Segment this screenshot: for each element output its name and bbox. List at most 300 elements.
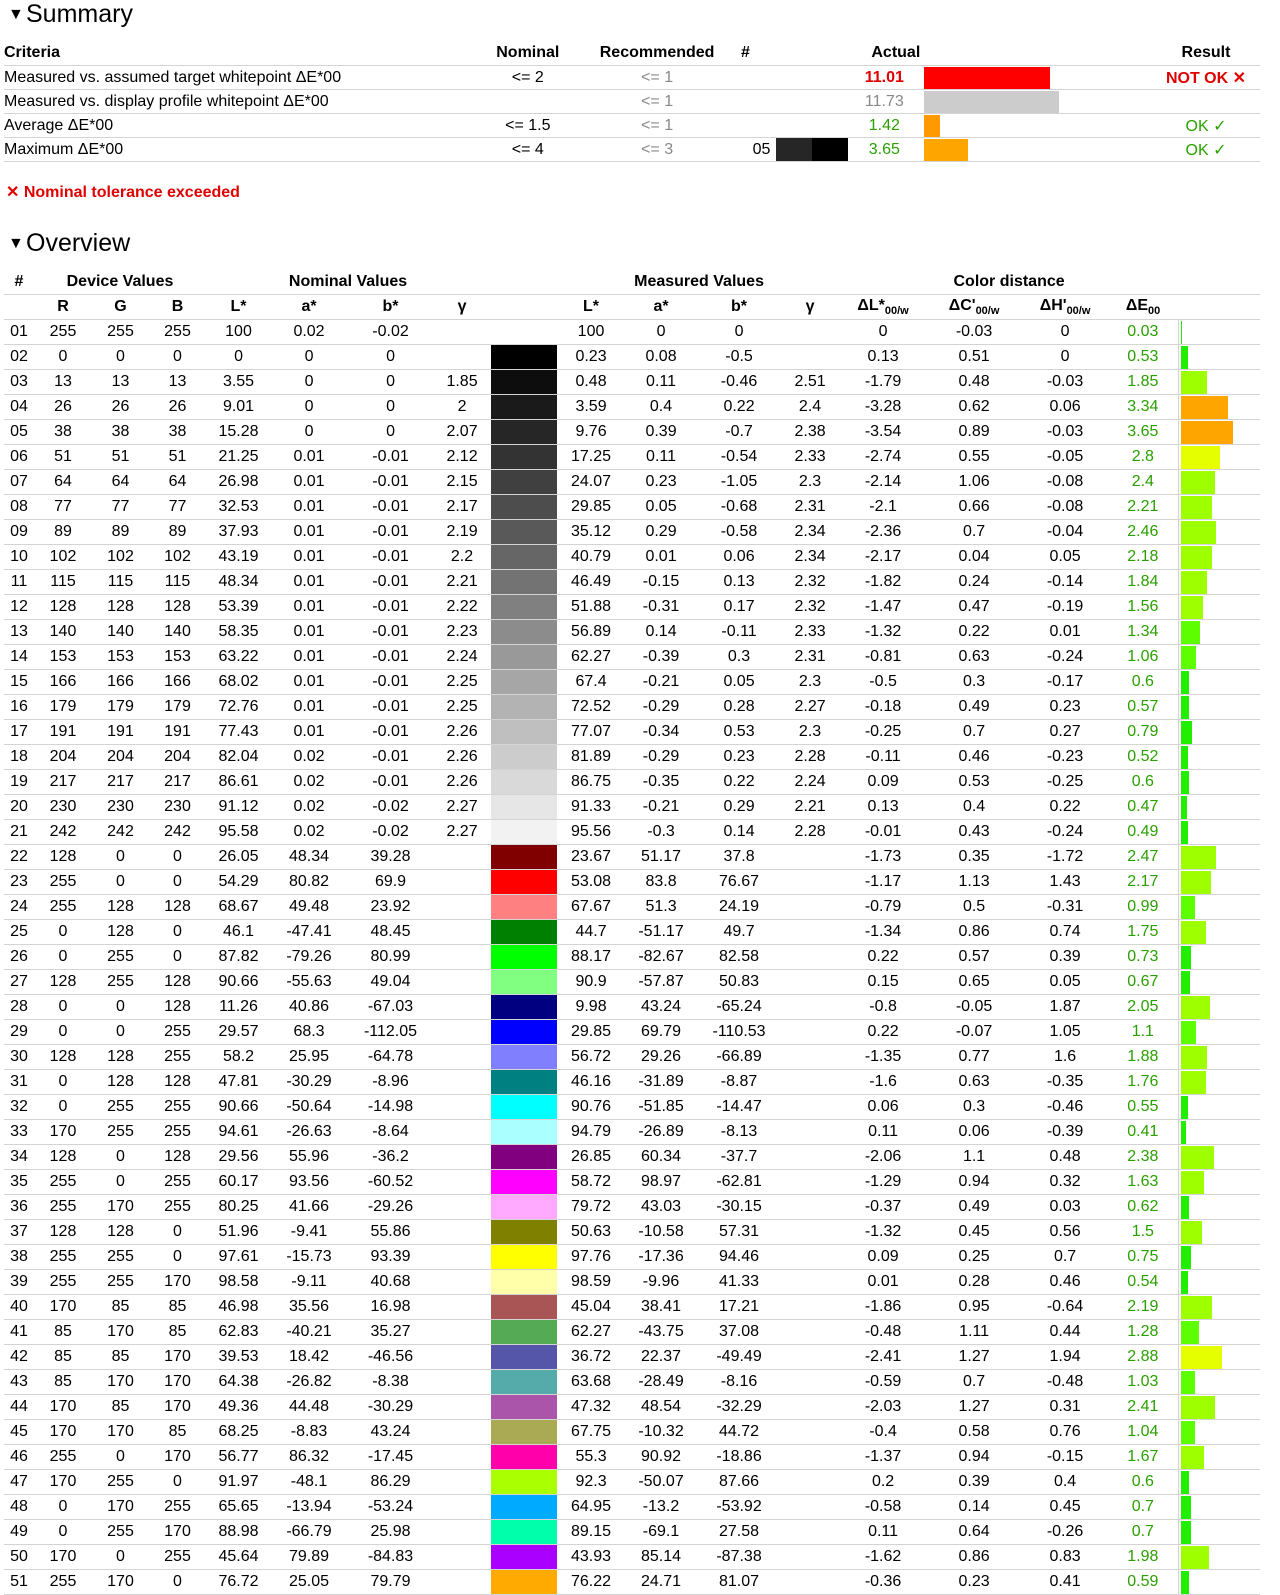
delta-e-bar <box>1181 721 1192 744</box>
color-swatch <box>491 1170 557 1194</box>
delta-c-cell: 0.39 <box>926 1470 1022 1495</box>
summary-section-title[interactable] <box>8 0 133 29</box>
actual-bar <box>924 139 967 161</box>
actual-bar <box>924 91 1058 113</box>
delta-e-cell: 2.88 <box>1108 1345 1178 1370</box>
measured-b-cell: -0.5 <box>698 345 780 370</box>
measured-gamma-cell <box>780 1295 840 1320</box>
nominal-gamma-cell: 2.27 <box>434 820 490 845</box>
measured-b-cell: -65.24 <box>698 995 780 1020</box>
device-g-cell: 128 <box>92 920 149 945</box>
nominal-l-cell: 87.82 <box>206 945 271 970</box>
overview-section-title[interactable] <box>8 229 130 258</box>
measured-b-cell: -62.81 <box>698 1170 780 1195</box>
device-r-cell: 38 <box>34 420 92 445</box>
measured-gamma-cell <box>780 345 840 370</box>
measured-b-cell: -30.15 <box>698 1195 780 1220</box>
measured-gamma-cell: 2.31 <box>780 495 840 520</box>
recommended-cell: <= 1 <box>600 114 715 138</box>
measured-b-cell: 0.23 <box>698 745 780 770</box>
measured-a-cell: 0.23 <box>624 470 698 495</box>
measured-a-cell: 90.92 <box>624 1445 698 1470</box>
color-swatch <box>491 895 557 919</box>
swatch-cell <box>490 1220 558 1245</box>
col-delta-h: $\Delta H'_{00/w}$ <box>1022 295 1108 320</box>
actual-cell: 3.65 <box>848 138 920 162</box>
color-swatch <box>776 138 812 161</box>
delta-h-cell: 0.01 <box>1022 620 1108 645</box>
device-r-cell: 170 <box>34 1295 92 1320</box>
nominal-l-cell: 80.25 <box>206 1195 271 1220</box>
summary-table <box>4 41 1260 162</box>
measured-l-cell: 95.56 <box>558 820 624 845</box>
swatch-cell <box>490 1095 558 1120</box>
nominal-b-cell: 16.98 <box>347 1295 434 1320</box>
nominal-l-cell: 64.38 <box>206 1370 271 1395</box>
delta-l-cell: 0.2 <box>840 1470 926 1495</box>
device-b-cell: 255 <box>149 1095 206 1120</box>
patch-num-cell: 18 <box>4 745 34 770</box>
col-g: G <box>92 295 149 320</box>
device-r-cell: 0 <box>34 945 92 970</box>
measured-a-cell: 43.24 <box>624 995 698 1020</box>
criteria-cell: Measured vs. assumed target whitepoint ΔE*00 <box>4 66 456 90</box>
delta-h-cell: 0.7 <box>1022 1245 1108 1270</box>
nominal-gamma-cell <box>434 970 490 995</box>
delta-c-cell: 0.63 <box>926 1070 1022 1095</box>
overview-row <box>4 1145 1260 1170</box>
measured-b-cell: 0.28 <box>698 695 780 720</box>
device-b-cell: 255 <box>149 1545 206 1570</box>
swatch-cell <box>490 1070 558 1095</box>
nominal-b-cell: -0.01 <box>347 495 434 520</box>
delta-e-cell: 2.46 <box>1108 520 1178 545</box>
patch-num-cell: 28 <box>4 995 34 1020</box>
nominal-b-cell: 23.92 <box>347 895 434 920</box>
device-g-cell: 166 <box>92 670 149 695</box>
measured-a-cell: -31.89 <box>624 1070 698 1095</box>
patch-num-cell: 34 <box>4 1145 34 1170</box>
measured-a-cell: 0.05 <box>624 495 698 520</box>
measured-gamma-cell: 2.4 <box>780 395 840 420</box>
summary-row <box>4 114 1260 138</box>
delta-e-bar-cell <box>1178 1545 1260 1570</box>
measured-l-cell: 88.17 <box>558 945 624 970</box>
delta-e-bar <box>1181 446 1221 469</box>
swatch-cell <box>490 670 558 695</box>
delta-l-cell: -2.41 <box>840 1345 926 1370</box>
overview-row <box>4 595 1260 620</box>
num-cell: 05 <box>714 138 776 162</box>
nominal-gamma-cell <box>434 1520 490 1545</box>
delta-c-cell: 1.27 <box>926 1345 1022 1370</box>
measured-a-cell: -0.39 <box>624 645 698 670</box>
measured-gamma-cell: 2.51 <box>780 370 840 395</box>
measured-l-cell: 56.89 <box>558 620 624 645</box>
delta-l-cell: -2.74 <box>840 445 926 470</box>
measured-b-cell: 0.53 <box>698 720 780 745</box>
nominal-gamma-cell: 2.17 <box>434 495 490 520</box>
delta-c-cell: 0.55 <box>926 445 1022 470</box>
nominal-b-cell: 39.28 <box>347 845 434 870</box>
delta-e-cell: 3.34 <box>1108 395 1178 420</box>
device-g-cell: 51 <box>92 445 149 470</box>
delta-e-bar <box>1181 921 1206 944</box>
delta-e-bar <box>1181 496 1212 519</box>
measured-gamma-cell: 2.27 <box>780 695 840 720</box>
overview-row <box>4 945 1260 970</box>
overview-row <box>4 1570 1260 1595</box>
color-swatch <box>491 695 557 719</box>
patch-num-cell: 43 <box>4 1370 34 1395</box>
nominal-gamma-cell <box>434 1270 490 1295</box>
delta-h-cell: -0.05 <box>1022 445 1108 470</box>
device-b-cell: 85 <box>149 1320 206 1345</box>
measured-l-cell: 97.76 <box>558 1245 624 1270</box>
delta-e-bar <box>1181 671 1190 694</box>
nominal-l-cell: 29.56 <box>206 1145 271 1170</box>
device-g-cell: 255 <box>92 970 149 995</box>
device-b-cell: 242 <box>149 820 206 845</box>
nominal-b-cell: 25.98 <box>347 1520 434 1545</box>
measured-b-cell: 44.72 <box>698 1420 780 1445</box>
measured-gamma-cell: 2.31 <box>780 645 840 670</box>
measured-l-cell: 9.76 <box>558 420 624 445</box>
swatch-cell <box>490 795 558 820</box>
collapse-triangle-icon[interactable]: ▼ <box>8 235 26 253</box>
nominal-l-cell: 49.36 <box>206 1395 271 1420</box>
nominal-a-cell: -15.73 <box>271 1245 347 1270</box>
patch-num-cell: 30 <box>4 1045 34 1070</box>
color-swatch <box>491 720 557 744</box>
delta-e-cell: 0.52 <box>1108 745 1178 770</box>
patch-num-cell: 07 <box>4 470 34 495</box>
nominal-gamma-cell <box>434 920 490 945</box>
delta-e-cell: 2.4 <box>1108 470 1178 495</box>
delta-c-cell: 0.7 <box>926 520 1022 545</box>
delta-h-cell: 0.56 <box>1022 1220 1108 1245</box>
device-g-cell: 89 <box>92 520 149 545</box>
delta-e-bar <box>1181 1196 1190 1219</box>
nominal-b-cell: 43.24 <box>347 1420 434 1445</box>
delta-h-cell: 0.41 <box>1022 1570 1108 1595</box>
device-r-cell: 115 <box>34 570 92 595</box>
measured-b-cell: 81.07 <box>698 1570 780 1595</box>
nominal-l-cell: 72.76 <box>206 695 271 720</box>
delta-l-cell: -0.81 <box>840 645 926 670</box>
measured-a-cell: -10.58 <box>624 1220 698 1245</box>
device-b-cell: 38 <box>149 420 206 445</box>
nominal-a-cell: 41.66 <box>271 1195 347 1220</box>
device-b-cell: 77 <box>149 495 206 520</box>
delta-l-cell: -1.32 <box>840 1220 926 1245</box>
device-g-cell: 230 <box>92 795 149 820</box>
device-r-cell: 255 <box>34 1445 92 1470</box>
delta-h-cell: -0.08 <box>1022 470 1108 495</box>
device-b-cell: 0 <box>149 920 206 945</box>
nominal-l-cell: 65.65 <box>206 1495 271 1520</box>
measured-l-cell: 56.72 <box>558 1045 624 1070</box>
nominal-a-cell: 68.3 <box>271 1020 347 1045</box>
device-g-cell: 64 <box>92 470 149 495</box>
color-swatch <box>491 820 557 844</box>
delta-h-cell: -0.24 <box>1022 645 1108 670</box>
measured-values-header: Measured Values <box>558 270 840 295</box>
delta-h-cell: 0.48 <box>1022 1145 1108 1170</box>
measured-b-cell: -32.29 <box>698 1395 780 1420</box>
delta-c-cell: 1.1 <box>926 1145 1022 1170</box>
color-swatch <box>491 1445 557 1469</box>
nominal-b-cell: 49.04 <box>347 970 434 995</box>
device-g-cell: 153 <box>92 645 149 670</box>
delta-l-cell: -1.17 <box>840 870 926 895</box>
device-b-cell: 153 <box>149 645 206 670</box>
col-delta-c: $\Delta C'_{00/w}$ <box>926 295 1022 320</box>
measured-a-cell: 0.14 <box>624 620 698 645</box>
measured-l-cell: 98.59 <box>558 1270 624 1295</box>
delta-e-cell: 0.79 <box>1108 720 1178 745</box>
nominal-l-cell: 47.81 <box>206 1070 271 1095</box>
measured-l-cell: 100 <box>558 320 624 345</box>
measured-gamma-cell <box>780 870 840 895</box>
measured-a-cell: 83.8 <box>624 870 698 895</box>
measured-gamma-cell: 2.28 <box>780 820 840 845</box>
nominal-l-cell: 0 <box>206 345 271 370</box>
device-r-cell: 128 <box>34 595 92 620</box>
delta-e-bar <box>1181 521 1216 544</box>
swatch-cell <box>776 66 848 90</box>
color-swatch <box>491 570 557 594</box>
delta-e-bar <box>1181 1071 1206 1094</box>
delta-e-cell: 2.21 <box>1108 495 1178 520</box>
measured-b-cell: 87.66 <box>698 1470 780 1495</box>
patch-num-cell: 05 <box>4 420 34 445</box>
device-g-cell: 85 <box>92 1295 149 1320</box>
color-swatch <box>491 1420 557 1444</box>
measured-b-cell: 37.8 <box>698 845 780 870</box>
nominal-gamma-cell <box>434 1370 490 1395</box>
nominal-tolerance-warning: ✕ Nominal tolerance exceeded <box>6 182 240 202</box>
delta-c-cell: 0.45 <box>926 1220 1022 1245</box>
delta-e-bar-cell <box>1178 1070 1260 1095</box>
measured-gamma-cell: 2.3 <box>780 470 840 495</box>
measured-gamma-cell <box>780 970 840 995</box>
nominal-l-cell: 60.17 <box>206 1170 271 1195</box>
overview-title: Overview <box>26 229 130 257</box>
delta-e-bar <box>1181 1571 1189 1594</box>
measured-b-cell: -0.68 <box>698 495 780 520</box>
measured-l-cell: 89.15 <box>558 1520 624 1545</box>
delta-e-cell: 1.98 <box>1108 1545 1178 1570</box>
delta-e-bar-cell <box>1178 1045 1260 1070</box>
patch-num-cell: 21 <box>4 820 34 845</box>
delta-e-bar-cell <box>1178 370 1260 395</box>
device-g-cell: 255 <box>92 1095 149 1120</box>
nominal-l-cell: 46.98 <box>206 1295 271 1320</box>
nominal-b-cell: 93.39 <box>347 1245 434 1270</box>
nominal-gamma-cell: 2.07 <box>434 420 490 445</box>
nominal-l-cell: 90.66 <box>206 1095 271 1120</box>
measured-a-cell: 0.4 <box>624 395 698 420</box>
delta-e-cell: 3.65 <box>1108 420 1178 445</box>
col-delta-l: $\Delta L*_{00/w}$ <box>840 295 926 320</box>
delta-l-cell: -1.32 <box>840 620 926 645</box>
measured-gamma-cell <box>780 1070 840 1095</box>
delta-e-cell: 0.03 <box>1108 320 1178 345</box>
nominal-a-cell: -55.63 <box>271 970 347 995</box>
overview-row <box>4 320 1260 345</box>
patch-num-cell: 33 <box>4 1120 34 1145</box>
measured-a-cell: 0.08 <box>624 345 698 370</box>
device-r-cell: 255 <box>34 870 92 895</box>
nominal-a-cell: -13.94 <box>271 1495 347 1520</box>
device-b-cell: 115 <box>149 570 206 595</box>
measured-l-cell: 76.22 <box>558 1570 624 1595</box>
nominal-b-cell: 86.29 <box>347 1470 434 1495</box>
measured-l-cell: 67.4 <box>558 670 624 695</box>
measured-gamma-cell <box>780 1045 840 1070</box>
patch-num-cell: 10 <box>4 545 34 570</box>
device-b-cell: 255 <box>149 320 206 345</box>
col-nominal-b: b* <box>347 295 434 320</box>
nominal-b-cell: -17.45 <box>347 1445 434 1470</box>
overview-row <box>4 1220 1260 1245</box>
delta-e-cell: 1.5 <box>1108 1220 1178 1245</box>
delta-c-cell: 0.46 <box>926 745 1022 770</box>
measured-l-cell: 94.79 <box>558 1120 624 1145</box>
device-b-cell: 0 <box>149 1245 206 1270</box>
color-swatch <box>491 495 557 519</box>
delta-c-cell: 0.47 <box>926 595 1022 620</box>
nominal-b-cell: 79.79 <box>347 1570 434 1595</box>
nominal-a-cell: 0.02 <box>271 320 347 345</box>
overview-row <box>4 1495 1260 1520</box>
patch-num-cell: 31 <box>4 1070 34 1095</box>
delta-e-bar-cell <box>1178 1170 1260 1195</box>
nominal-b-cell: -46.56 <box>347 1345 434 1370</box>
nominal-l-cell: 21.25 <box>206 445 271 470</box>
device-r-cell: 191 <box>34 720 92 745</box>
delta-e-bar-cell <box>1178 345 1260 370</box>
delta-e-cell: 2.38 <box>1108 1145 1178 1170</box>
measured-l-cell: 46.49 <box>558 570 624 595</box>
delta-c-cell: 0.86 <box>926 920 1022 945</box>
nominal-gamma-cell <box>434 1095 490 1120</box>
measured-b-cell: -0.46 <box>698 370 780 395</box>
device-r-cell: 0 <box>34 1495 92 1520</box>
summary-row <box>4 66 1260 90</box>
measured-l-cell: 50.63 <box>558 1220 624 1245</box>
swatch-cell <box>490 1395 558 1420</box>
patch-num-cell: 03 <box>4 370 34 395</box>
delta-l-cell: -1.37 <box>840 1445 926 1470</box>
delta-l-cell: 0.13 <box>840 345 926 370</box>
nominal-gamma-cell <box>434 1145 490 1170</box>
delta-e-bar <box>1181 471 1215 494</box>
delta-e-cell: 0.99 <box>1108 895 1178 920</box>
swatch-cell <box>490 420 558 445</box>
delta-l-cell: -2.17 <box>840 545 926 570</box>
device-r-cell: 89 <box>34 520 92 545</box>
measured-a-cell: -0.21 <box>624 795 698 820</box>
delta-e-cell: 0.6 <box>1108 670 1178 695</box>
measured-l-cell: 91.33 <box>558 795 624 820</box>
measured-l-cell: 92.3 <box>558 1470 624 1495</box>
device-g-cell: 170 <box>92 1495 149 1520</box>
patch-num-cell: 20 <box>4 795 34 820</box>
bar-cell <box>920 66 1152 90</box>
delta-c-cell: 0.43 <box>926 820 1022 845</box>
nominal-gamma-cell <box>434 1445 490 1470</box>
delta-e-bar-cell <box>1178 1020 1260 1045</box>
delta-l-cell: -0.01 <box>840 820 926 845</box>
delta-h-cell: -0.48 <box>1022 1370 1108 1395</box>
nominal-a-cell: 0.01 <box>271 495 347 520</box>
color-swatch <box>491 1220 557 1244</box>
delta-l-cell: 0 <box>840 320 926 345</box>
measured-l-cell: 29.85 <box>558 1020 624 1045</box>
patch-num-cell: 24 <box>4 895 34 920</box>
patch-num-cell: 45 <box>4 1420 34 1445</box>
nominal-l-cell: 45.64 <box>206 1545 271 1570</box>
patch-num-cell: 51 <box>4 1570 34 1595</box>
measured-a-cell: -0.3 <box>624 820 698 845</box>
delta-l-cell: -1.82 <box>840 570 926 595</box>
measured-l-cell: 67.75 <box>558 1420 624 1445</box>
delta-h-cell: 0.05 <box>1022 970 1108 995</box>
col-b: B <box>149 295 206 320</box>
measured-a-cell: 60.34 <box>624 1145 698 1170</box>
delta-e-bar-cell <box>1178 445 1260 470</box>
collapse-triangle-icon[interactable]: ▼ <box>8 6 26 24</box>
nominal-gamma-cell <box>434 1345 490 1370</box>
nominal-b-cell: -8.96 <box>347 1070 434 1095</box>
device-b-cell: 102 <box>149 545 206 570</box>
delta-h-cell: -0.35 <box>1022 1070 1108 1095</box>
delta-l-cell: -2.36 <box>840 520 926 545</box>
device-b-cell: 0 <box>149 1220 206 1245</box>
delta-e-cell: 0.75 <box>1108 1245 1178 1270</box>
overview-row <box>4 1445 1260 1470</box>
device-b-cell: 255 <box>149 1120 206 1145</box>
device-g-cell: 128 <box>92 895 149 920</box>
measured-l-cell: 79.72 <box>558 1195 624 1220</box>
delta-e-bar <box>1181 546 1212 569</box>
delta-c-cell: 1.13 <box>926 870 1022 895</box>
delta-l-cell: 0.06 <box>840 1095 926 1120</box>
delta-l-cell: 0.09 <box>840 1245 926 1270</box>
nominal-gamma-cell <box>434 320 490 345</box>
device-b-cell: 0 <box>149 945 206 970</box>
delta-h-cell: -0.25 <box>1022 770 1108 795</box>
nominal-l-cell: 58.2 <box>206 1045 271 1070</box>
device-b-cell: 26 <box>149 395 206 420</box>
delta-e-bar-cell <box>1178 1570 1260 1595</box>
swatch-cell <box>490 320 558 345</box>
measured-l-cell: 0.48 <box>558 370 624 395</box>
nominal-l-cell: 58.35 <box>206 620 271 645</box>
delta-c-cell: 0.65 <box>926 970 1022 995</box>
delta-c-cell: 1.27 <box>926 1395 1022 1420</box>
device-g-cell: 255 <box>92 320 149 345</box>
measured-l-cell: 29.85 <box>558 495 624 520</box>
delta-c-cell: 0.28 <box>926 1270 1022 1295</box>
swatch-cell <box>490 620 558 645</box>
measured-b-cell: 0.22 <box>698 770 780 795</box>
overview-row <box>4 495 1260 520</box>
delta-h-cell: 1.05 <box>1022 1020 1108 1045</box>
device-g-cell: 102 <box>92 545 149 570</box>
